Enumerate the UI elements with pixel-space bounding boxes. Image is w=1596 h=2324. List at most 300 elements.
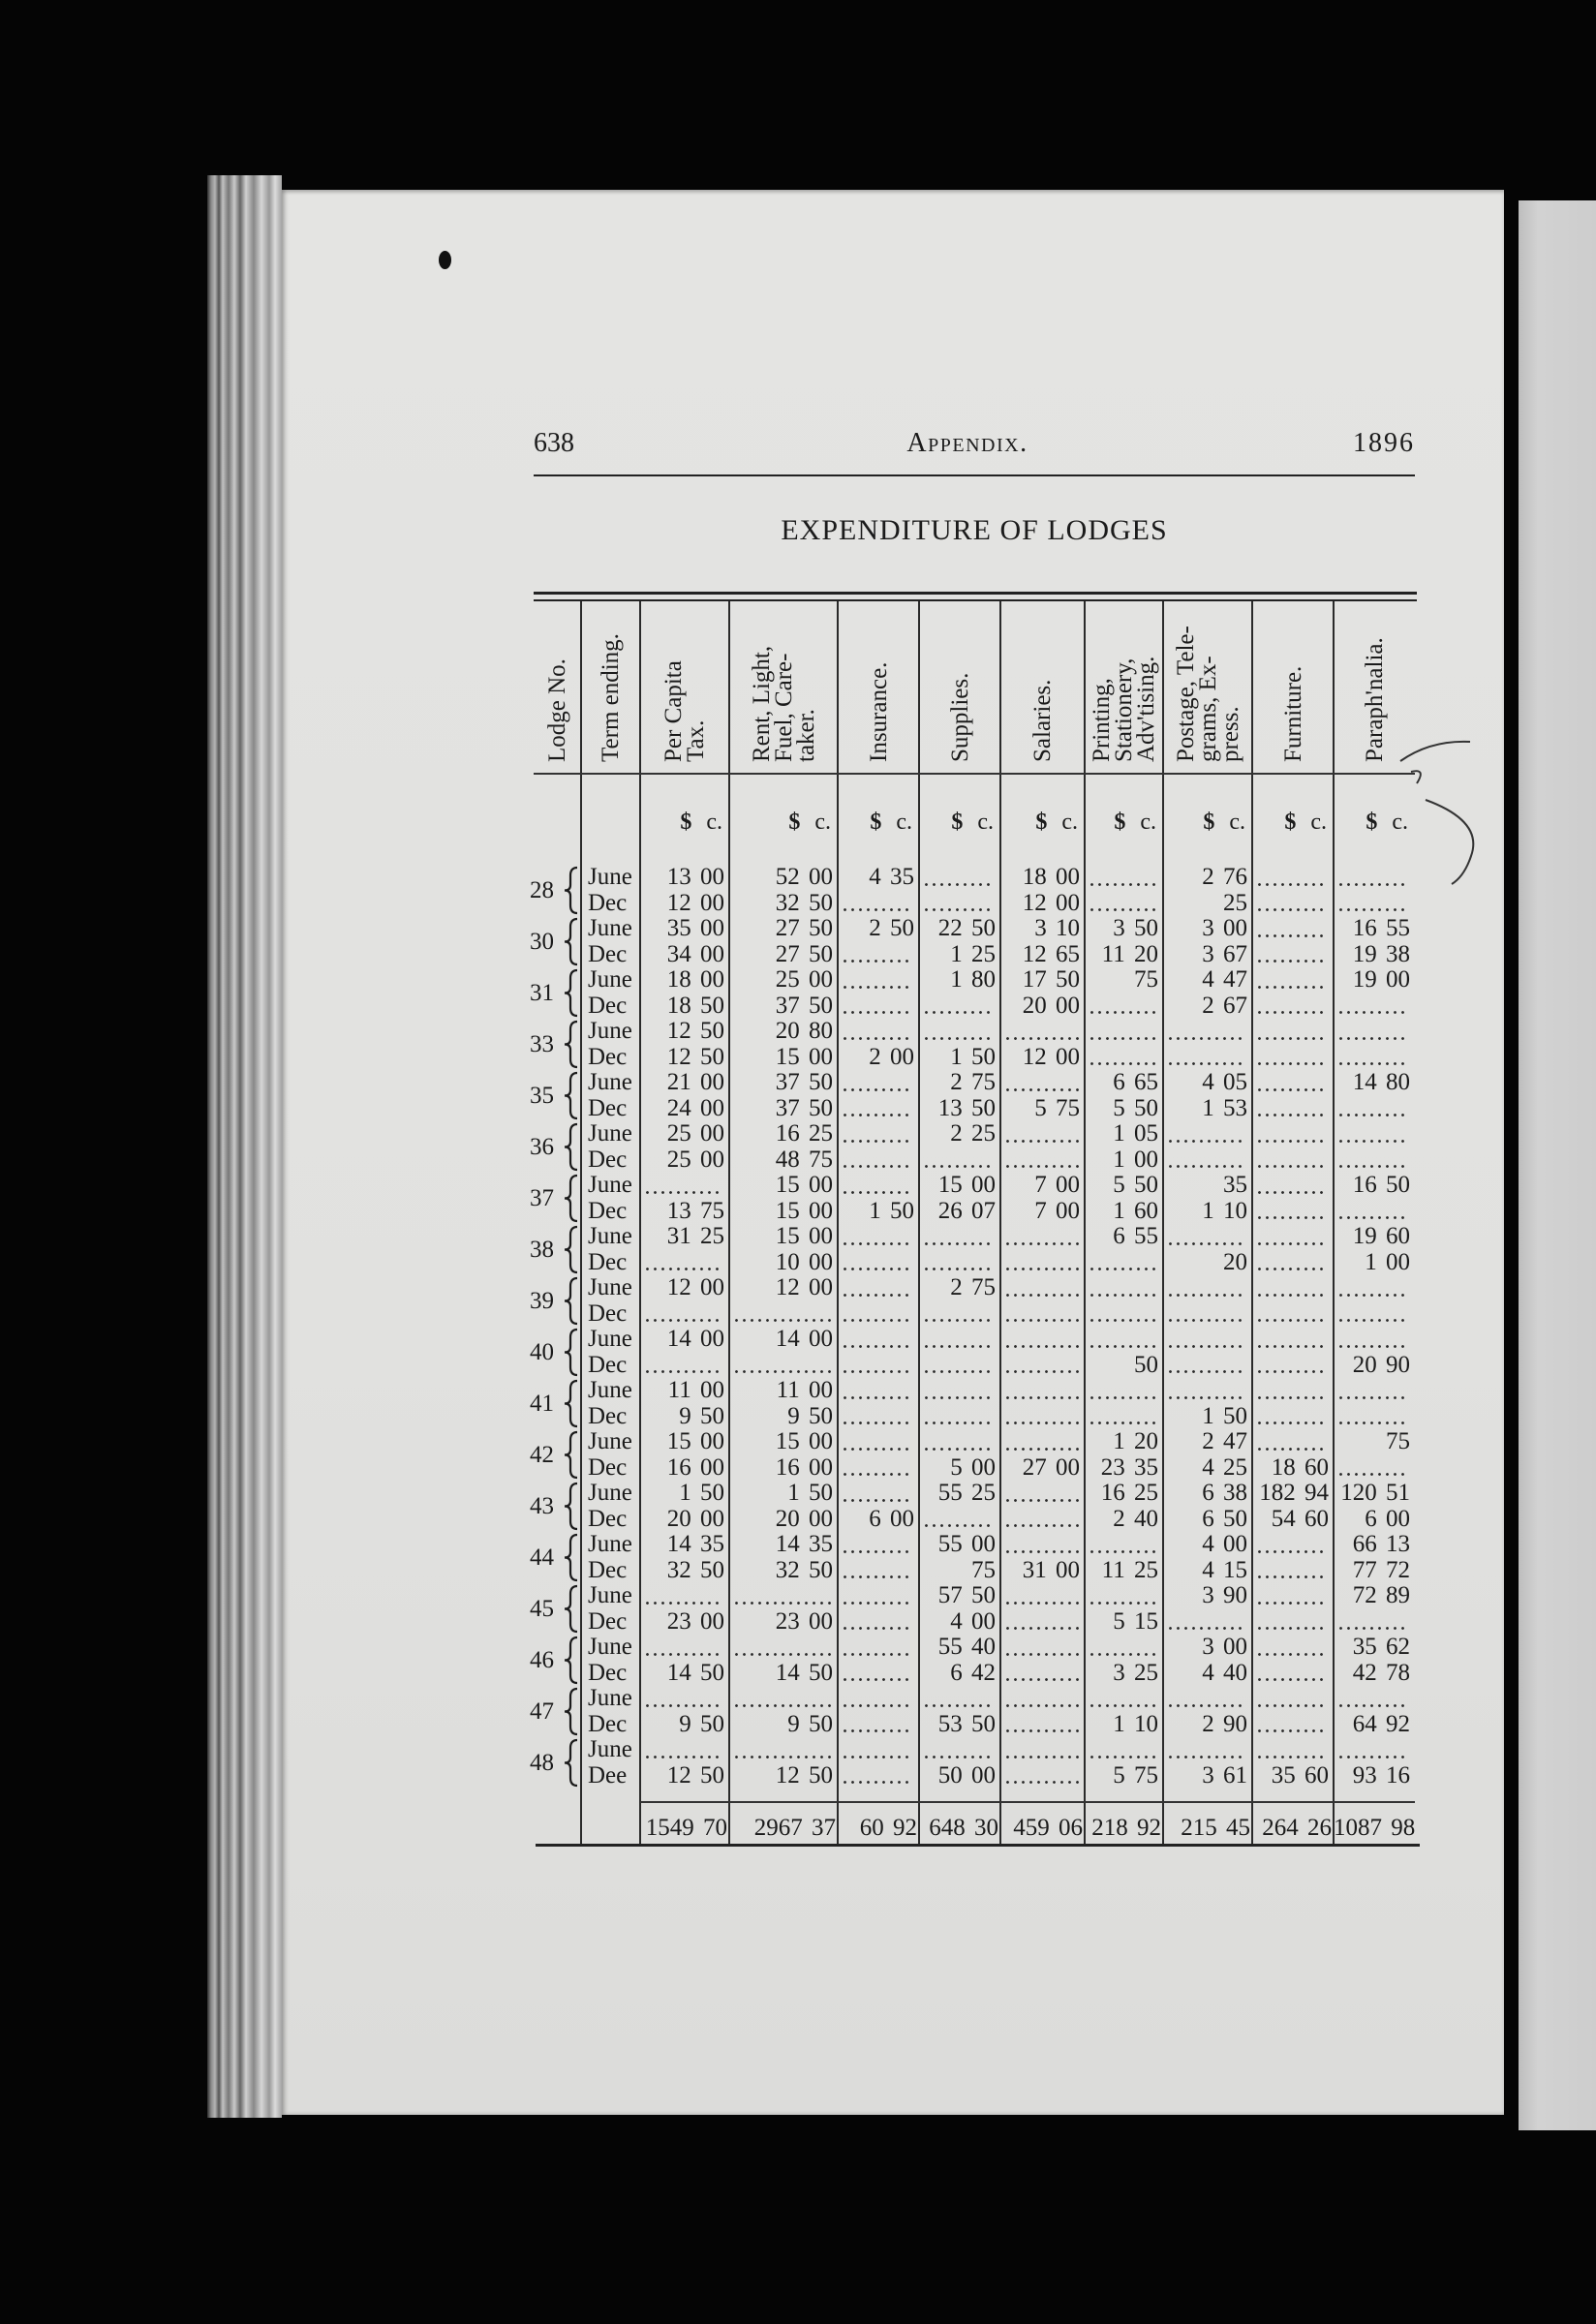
column-header-line: Rent, Light, [748,645,775,762]
amount-cell: 16 25 [1100,1480,1158,1506]
amount-cell [838,1737,919,1763]
amount-cell: 1 20 [1113,1428,1158,1454]
amount-cell [1000,1327,1085,1353]
term-cell: June [588,1634,632,1660]
term-cell: Dec [588,1351,628,1378]
amount-cell: 11 00 [776,1377,833,1403]
amount-cell [1252,1327,1334,1353]
amount-cell [1000,1737,1085,1763]
amount-cell [838,1019,919,1045]
table-row [534,994,1415,1020]
amount-cell: 15 00 [775,1223,833,1249]
amount-cell [919,1353,1000,1379]
amount-cell: 66 13 [1352,1531,1410,1557]
amount-cell: 50 00 [937,1761,996,1789]
amount-cell [919,1686,1000,1712]
table-row [534,916,1415,942]
amount-cell: 1 00 [1365,1248,1410,1275]
amount-cell [919,865,1000,891]
amount-cell [838,1147,919,1174]
amount-cell [1000,1429,1085,1455]
table-bottom-rule [536,1844,1420,1847]
term-cell: June [588,1582,632,1608]
table-row [534,1301,1415,1328]
unit-cents: c. [1392,810,1408,835]
lodge-cell [534,891,581,917]
amount-cell: 25 [1223,889,1247,916]
lodge-number: 48 [530,1750,554,1776]
amount-cell: 2 50 [869,915,914,941]
amount-cell: 9 50 [787,1402,833,1429]
amount-cell [838,1712,919,1738]
amount-cell [1252,967,1334,994]
lodge-cell [534,1737,581,1763]
table-row [534,1686,1415,1712]
unit-dollar: $ [1366,810,1378,835]
amount-cell [1252,865,1334,891]
amount-cell: 1 60 [1113,1197,1158,1224]
unit-dollar: $ [1114,810,1126,835]
table-row [534,1481,1415,1507]
amount-cell [838,967,919,994]
amount-cell: 14 50 [666,1659,724,1686]
amount-cell: 27 00 [1022,1453,1080,1481]
lodge-cell [534,1070,581,1096]
amount-cell [1000,1583,1085,1609]
amount-cell: 7 00 [1034,1197,1080,1224]
amount-cell [1163,1378,1252,1404]
table-row [534,1121,1415,1147]
unit-dollar: $ [680,810,692,835]
amount-cell: 12 65 [1022,940,1080,967]
amount-cell [838,1686,919,1712]
amount-cell: 48 75 [775,1146,833,1173]
lodge-number: 44 [530,1544,554,1571]
column-header-line: Per Capita [660,660,687,762]
units-cell [1252,808,1334,837]
amount-cell: 31 25 [666,1223,724,1249]
amount-cell: 4 47 [1202,966,1247,993]
amount-cell: 14 00 [775,1326,833,1352]
lodge-number: 35 [530,1083,554,1109]
amount-cell: 26 07 [937,1197,996,1224]
amount-cell [1085,865,1163,891]
amount-cell [838,1609,919,1636]
column-header-line: Lodge No. [544,658,570,762]
lodge-cell [534,916,581,942]
amount-cell [1252,1558,1334,1584]
table-row [534,967,1415,994]
amount-cell: 9 50 [679,1710,724,1737]
lodge-cell [534,1173,581,1199]
header-bottom-rule [534,773,1415,775]
amount-cell [1163,1686,1252,1712]
amount-cell: 52 00 [775,864,833,890]
amount-cell [1000,1404,1085,1430]
column-header [1085,605,1163,770]
amount-cell [1252,1404,1334,1430]
lodge-cell [534,1121,581,1147]
table-row [534,1609,1415,1636]
column-header-line: Furniture. [1279,665,1306,762]
units-blank [534,808,581,837]
table-row [534,1045,1415,1071]
total-cell: 215 45 [1181,1815,1250,1841]
amount-cell: 12 00 [1022,889,1080,916]
term-cell: June [588,1531,632,1557]
amount-cell [1334,1378,1415,1404]
ink-spot [439,251,451,269]
amount-cell: 20 90 [1352,1351,1410,1378]
amount-cell [1252,1121,1334,1147]
amount-cell [1085,1250,1163,1276]
lodge-cell [534,865,581,891]
amount-cell: 6 00 [869,1505,914,1532]
amount-cell [1085,1737,1163,1763]
amount-cell: 12 50 [666,1043,724,1070]
term-cell: June [588,1377,632,1403]
amount-cell: 27 50 [775,940,833,967]
amount-cell [1334,865,1415,891]
term-cell: Dec [588,940,628,967]
table-row [534,1224,1415,1250]
table-row [534,1019,1415,1045]
amount-cell: 15 00 [775,1172,833,1198]
amount-cell [1334,1019,1415,1045]
amount-cell [1252,1199,1334,1225]
amount-cell [919,1250,1000,1276]
amount-cell: 25 00 [666,1120,724,1147]
amount-cell [640,1686,729,1712]
amount-cell: 2 25 [950,1120,996,1147]
column-header [729,605,838,770]
amount-cell: 16 50 [1352,1172,1410,1198]
amount-cell: 16 00 [666,1453,724,1481]
amount-cell: 1 25 [950,940,996,967]
column-header [838,605,919,770]
amount-cell [1000,1378,1085,1404]
column-header-text [946,605,973,770]
amount-cell [838,1635,919,1661]
amount-cell [919,1301,1000,1328]
amount-cell: 1 53 [1202,1094,1247,1121]
total-cell: 648 30 [929,1815,998,1841]
amount-cell [1163,1224,1252,1250]
term-cell: June [588,966,632,993]
amount-cell [1252,1583,1334,1609]
term-cell: Dec [588,1094,628,1121]
table-row [534,942,1415,968]
amount-cell [1334,1301,1415,1328]
lodge-cell [534,994,581,1020]
running-head: Appendix. [906,428,1028,458]
amount-cell [1252,1737,1334,1763]
amount-cell [1252,942,1334,968]
amount-cell [1085,1019,1163,1045]
amount-cell [1334,1045,1415,1071]
amount-cell [838,1173,919,1199]
amount-cell: 9 50 [679,1402,724,1429]
amount-cell: 13 75 [666,1197,724,1224]
lodge-cell [534,1661,581,1687]
amount-cell: 35 00 [666,915,724,941]
table-row [534,1250,1415,1276]
amount-cell: 15 00 [775,1428,833,1454]
amount-cell [1334,1455,1415,1482]
units-cell [640,808,729,837]
term-cell: June [588,1223,632,1249]
unit-cents: c. [1310,810,1327,835]
amount-cell: 11 00 [667,1377,724,1403]
amount-cell [1252,1686,1334,1712]
amount-cell [1252,1353,1334,1379]
table-row [534,1507,1415,1533]
amount-cell: 31 00 [1022,1556,1080,1583]
amount-cell [919,1327,1000,1353]
table-row [534,865,1415,891]
column-header-text [1172,605,1243,770]
table-row [534,1532,1415,1558]
term-cell: June [588,1736,632,1762]
lodge-number: 30 [530,929,554,955]
amount-cell: 11 25 [1101,1556,1158,1583]
totals-row [534,1815,1415,1841]
table-top-rule [534,592,1417,595]
amount-cell: 4 40 [1202,1659,1247,1686]
amount-cell [1334,1096,1415,1122]
column-header-text [1090,605,1157,770]
amount-cell [1334,1737,1415,1763]
amount-cell [1085,994,1163,1020]
term-cell: June [588,1428,632,1454]
amount-cell [1252,1045,1334,1071]
amount-cell: 2 47 [1202,1428,1247,1454]
amount-cell: 54 60 [1271,1505,1329,1532]
amount-cell: 2 67 [1202,992,1247,1019]
unit-dollar: $ [1035,810,1048,835]
unit-dollar: $ [1203,810,1215,835]
amount-cell: 53 50 [937,1710,996,1737]
page-number: 638 [534,428,574,458]
column-header-line: Term ending. [598,633,624,762]
amount-cell: 3 25 [1113,1659,1158,1686]
amount-cell: 17 50 [1022,966,1080,993]
amount-cell: 2 76 [1202,864,1247,890]
amount-cell: 20 80 [775,1018,833,1044]
amount-cell [1085,1404,1163,1430]
header-rule [534,474,1415,476]
column-header-line: Tax. [683,719,709,762]
amount-cell [919,1019,1000,1045]
table-top-rule [534,599,1417,601]
amount-cell [1163,1019,1252,1045]
amount-cell: 16 25 [775,1120,833,1147]
amount-cell: 14 50 [775,1659,833,1686]
amount-cell [1163,1045,1252,1071]
amount-cell: 20 00 [775,1505,833,1532]
amount-cell: 20 [1223,1248,1247,1275]
amount-cell [838,994,919,1020]
lodge-number: 38 [530,1237,554,1263]
amount-cell [1085,1686,1163,1712]
amount-cell [919,1404,1000,1430]
amount-cell [919,1224,1000,1250]
unit-cents: c. [1140,810,1156,835]
amount-cell: 13 00 [666,864,724,890]
amount-cell: 120 51 [1340,1480,1410,1506]
lodge-number: 31 [530,980,554,1006]
amount-cell [1163,1737,1252,1763]
table-row [534,1712,1415,1738]
amount-cell: 6 65 [1113,1069,1158,1095]
units-cell [1334,808,1415,837]
amount-cell [838,1275,919,1301]
amount-cell [1163,1275,1252,1301]
lodge-number: 33 [530,1031,554,1057]
amount-cell [1085,1635,1163,1661]
table-row [534,1635,1415,1661]
amount-cell [838,1455,919,1482]
table-row [534,1096,1415,1122]
amount-cell [1085,1301,1163,1328]
amount-cell: 23 35 [1100,1453,1158,1481]
total-cell: 60 92 [859,1815,917,1841]
lodge-cell [534,1455,581,1482]
term-cell: Dec [588,1505,628,1532]
unit-cents: c. [1229,810,1245,835]
column-header [581,605,640,770]
amount-cell: 4 05 [1202,1069,1247,1095]
amount-cell: 182 94 [1259,1480,1329,1506]
amount-cell [919,1429,1000,1455]
amount-cell [640,1173,729,1199]
amount-cell [1000,1635,1085,1661]
total-cell: 2967 37 [753,1815,836,1841]
lodge-cell [534,1763,581,1789]
term-cell: June [588,864,632,890]
table-row [534,1737,1415,1763]
column-header-text [748,605,819,770]
amount-cell [1252,1635,1334,1661]
term-cell: Dec [588,992,628,1019]
amount-cell: 1 50 [787,1480,833,1506]
lodge-cell [534,1532,581,1558]
amount-cell: 42 78 [1352,1659,1410,1686]
amount-cell [919,1737,1000,1763]
amount-cell: 23 00 [666,1607,724,1635]
column-header-text [1361,605,1388,770]
page-edges [207,175,282,2118]
amount-cell: 37 50 [775,1094,833,1121]
column-header-line: Fuel, Care- [770,653,797,762]
lodge-cell [534,1250,581,1276]
amount-cell [1000,1301,1085,1328]
amount-cell: 55 00 [937,1531,996,1557]
amount-cell: 16 55 [1352,915,1410,941]
table-row [534,1378,1415,1404]
column-headers [534,605,1415,770]
units-cell [729,808,838,837]
amount-cell: 5 50 [1113,1172,1158,1198]
amount-cell [640,1353,729,1379]
amount-cell: 19 38 [1352,940,1410,967]
amount-cell [1252,1301,1334,1328]
amount-cell: 2 00 [869,1043,914,1070]
amount-cell: 55 40 [937,1634,996,1660]
column-header-line: Salaries. [1029,679,1056,762]
column-header-text [865,605,892,770]
totals-blank [581,1815,640,1841]
amount-cell: 13 50 [937,1094,996,1121]
units-cell [919,808,1000,837]
unit-cents: c. [1061,810,1078,835]
amount-cell: 6 00 [1365,1505,1410,1532]
amount-cell: 3 67 [1202,940,1247,967]
page-title: EXPENDITURE OF LODGES [781,514,1168,546]
table-row [534,1763,1415,1789]
amount-cell [729,1635,838,1661]
units-blank [581,808,640,837]
amount-cell [1085,1327,1163,1353]
lodge-number: 46 [530,1647,554,1673]
amount-cell [1000,1147,1085,1174]
amount-cell: 75 [1134,966,1158,993]
amount-cell [838,891,919,917]
amount-cell: 18 00 [1022,864,1080,890]
amount-cell [640,1635,729,1661]
amount-cell: 3 61 [1202,1761,1247,1789]
table-row [534,1199,1415,1225]
amount-cell [1334,1686,1415,1712]
amount-cell [838,1121,919,1147]
column-header-text [1031,605,1054,770]
lodge-number: 45 [530,1596,554,1622]
amount-cell: 3 10 [1034,915,1080,941]
amount-cell [1163,1327,1252,1353]
amount-cell [1000,1353,1085,1379]
amount-cell [1085,891,1163,917]
amount-cell [919,994,1000,1020]
amount-cell: 35 62 [1352,1634,1410,1660]
total-cell: 1087 98 [1334,1815,1416,1841]
column-header [640,605,729,770]
amount-cell: 6 50 [1202,1505,1247,1532]
amount-cell [1000,1224,1085,1250]
amount-cell: 25 00 [666,1146,724,1173]
amount-cell [838,1250,919,1276]
amount-cell [729,1583,838,1609]
lodge-cell [534,1609,581,1636]
units-cell [1163,808,1252,837]
amount-cell: 12 50 [666,1018,724,1044]
amount-cell [838,1763,919,1789]
amount-cell: 11 20 [1101,940,1158,967]
amount-cell: 15 00 [775,1197,833,1224]
amount-cell [1000,1609,1085,1636]
term-cell: Dec [588,1043,628,1070]
lodge-cell [534,1583,581,1609]
amount-cell [838,1532,919,1558]
column-header [1000,605,1085,770]
amount-cell [838,1661,919,1687]
amount-cell: 6 38 [1202,1480,1247,1506]
amount-cell: 32 50 [666,1556,724,1583]
amount-cell: 21 00 [666,1069,724,1095]
term-cell: June [588,1274,632,1300]
amount-cell [1252,1378,1334,1404]
amount-cell: 9 50 [787,1710,833,1737]
unit-cents: c. [977,810,994,835]
